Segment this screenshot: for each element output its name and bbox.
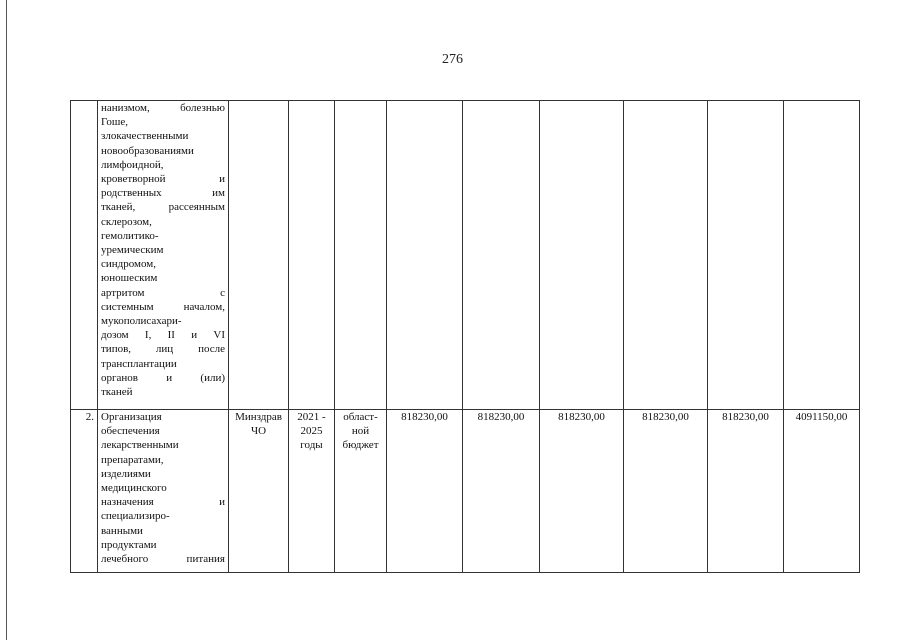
description-line: трансплантации bbox=[101, 357, 177, 370]
description-line: препаратами, bbox=[101, 453, 164, 466]
description-line: обеспечения bbox=[101, 425, 160, 438]
description-line: родственных им bbox=[101, 187, 225, 200]
description-line: склерозом, bbox=[101, 215, 152, 228]
funding-source-cell: област-ной бюджет bbox=[335, 410, 387, 573]
value-cell-4: 818230,00 bbox=[624, 410, 708, 573]
value-cell-2 bbox=[463, 101, 540, 410]
description-line: злокачественными bbox=[101, 130, 189, 143]
description-line: уремическим bbox=[101, 244, 164, 257]
description-line: лекарственными bbox=[101, 439, 179, 452]
description-line: новообразованиями bbox=[101, 144, 194, 157]
description-line: органов и (или) bbox=[101, 371, 225, 384]
description-line: Организация bbox=[101, 411, 162, 423]
page-left-edge bbox=[6, 0, 7, 640]
description-cell bbox=[98, 410, 229, 573]
value-cell-5 bbox=[708, 101, 784, 410]
description-line: тканей, рассеянным bbox=[101, 201, 225, 214]
description-line: гемолитико- bbox=[101, 229, 159, 242]
value-cell-5: 818230,00 bbox=[708, 410, 784, 573]
description-line: типов, лиц после bbox=[101, 343, 225, 356]
period-cell bbox=[289, 101, 335, 410]
description-line: нанизмом, болезнью bbox=[101, 102, 225, 114]
description-line: лимфоидной, bbox=[101, 158, 164, 171]
row-number-cell bbox=[71, 101, 98, 410]
row-number-cell: 2. bbox=[71, 410, 98, 573]
page-number: 276 bbox=[442, 52, 463, 67]
description-line: назначения и bbox=[101, 496, 225, 509]
description-line: изделиями bbox=[101, 467, 151, 480]
description-line: юношеским bbox=[101, 272, 158, 285]
description-line: кроветворной и bbox=[101, 173, 225, 186]
description-line: системным началом, bbox=[101, 300, 225, 313]
value-cell-3 bbox=[540, 101, 624, 410]
value-cell-total bbox=[784, 101, 860, 410]
value-cell-1 bbox=[387, 101, 463, 410]
table-row bbox=[71, 101, 860, 410]
value-cell-3: 818230,00 bbox=[540, 410, 624, 573]
description-line: специализиро- bbox=[101, 510, 170, 523]
period-cell: 2021 - 2025 годы bbox=[289, 410, 335, 573]
description-line: медицинского bbox=[101, 482, 167, 495]
description-line: тканей bbox=[101, 386, 133, 399]
description-line: продуктами bbox=[101, 538, 157, 551]
budget-table bbox=[70, 100, 860, 573]
description-line: дозом I, II и VI bbox=[101, 329, 225, 342]
description-line: ванными bbox=[101, 524, 143, 537]
description-line: мукополисахари- bbox=[101, 315, 182, 328]
value-cell-2: 818230,00 bbox=[463, 410, 540, 573]
value-cell-1: 818230,00 bbox=[387, 410, 463, 573]
executor-cell: Минздрав ЧО bbox=[229, 410, 289, 573]
value-cell-4 bbox=[624, 101, 708, 410]
table-body bbox=[71, 101, 860, 573]
value-cell-total: 4091150,00 bbox=[784, 410, 860, 573]
funding-source-cell bbox=[335, 101, 387, 410]
description-line: артритом с bbox=[101, 286, 225, 299]
description-line: лечебного питания bbox=[101, 553, 225, 566]
description-line: синдромом, bbox=[101, 258, 157, 271]
description-cell bbox=[98, 101, 229, 410]
table-row bbox=[71, 410, 860, 573]
description-line: Гоше, bbox=[101, 116, 128, 129]
executor-cell bbox=[229, 101, 289, 410]
